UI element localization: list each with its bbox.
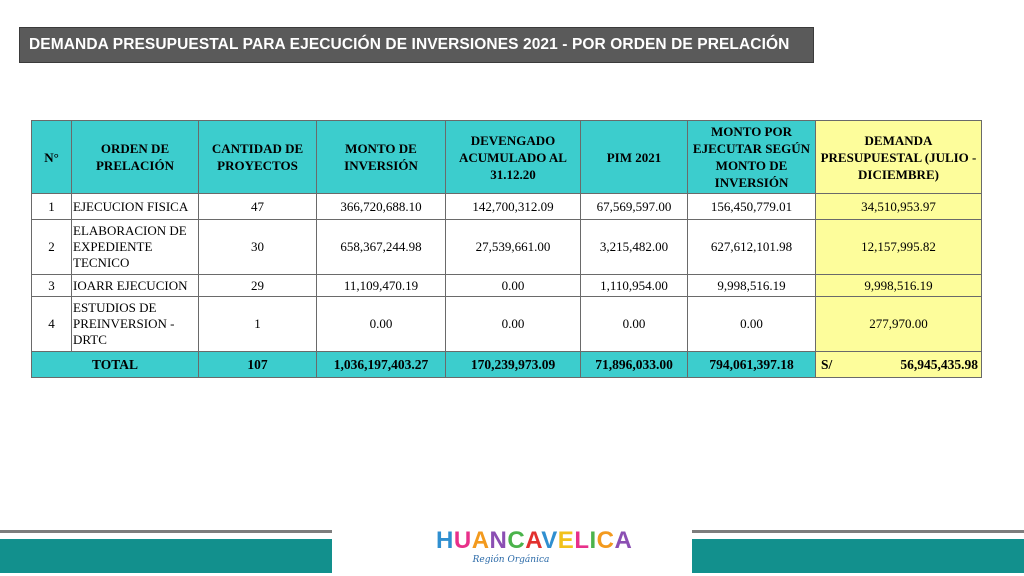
cell-devengado: 142,700,312.09	[446, 194, 581, 220]
logo-letter: H	[436, 527, 454, 554]
table-row	[32, 297, 982, 352]
total-monto-por-ejecutar: 794,061,397.18	[688, 352, 816, 378]
cell-pim: 67,569,597.00	[581, 194, 688, 220]
header-devengado: DEVENGADO ACUMULADO AL 31.12.20	[446, 121, 581, 194]
cell-demanda: 9,998,516.19	[816, 275, 982, 297]
cell-monto-inversion: 0.00	[317, 297, 446, 352]
logo-letter: C	[507, 527, 526, 554]
logo-letter: L	[574, 527, 590, 554]
header-monto-por-ejecutar: MONTO POR EJECUTAR SEGÚN MONTO DE INVERSIÓN	[688, 121, 816, 194]
cell-cantidad: 47	[199, 194, 317, 220]
cell-demanda: 12,157,995.82	[816, 220, 982, 275]
footer-divider-right	[692, 530, 1024, 533]
logo-letter: A	[525, 527, 542, 554]
total-devengado: 170,239,973.09	[446, 352, 581, 378]
header-cantidad: CANTIDAD DE PROYECTOS	[199, 121, 317, 194]
logo-letter: A	[471, 527, 490, 554]
cell-cantidad: 30	[199, 220, 317, 275]
total-monto-inversion: 1,036,197,403.27	[317, 352, 446, 378]
cell-demanda: 34,510,953.97	[816, 194, 982, 220]
cell-demanda: 277,970.00	[816, 297, 982, 352]
cell-pim: 1,110,954.00	[581, 275, 688, 297]
cell-monto-inversion: 366,720,688.10	[317, 194, 446, 220]
table-header-row	[32, 121, 982, 194]
total-row	[32, 352, 982, 378]
cell-orden: ESTUDIOS DE PREINVERSION - DRTC	[72, 297, 199, 352]
page-title: DEMANDA PRESUPUESTAL PARA EJECUCIÓN DE INVERSIONES 2021 - POR ORDEN DE PRELACIÓN	[29, 36, 790, 53]
cell-orden: IOARR EJECUCION	[72, 275, 199, 297]
logo-letter: I	[589, 527, 597, 554]
total-demanda: 56,945,435.98	[900, 356, 978, 372]
header-demanda: DEMANDA PRESUPUESTAL (JULIO - DICIEMBRE)	[816, 121, 982, 194]
cell-pim: 3,215,482.00	[581, 220, 688, 275]
total-demanda-cell	[816, 352, 982, 378]
cell-monto-inversion: 658,367,244.98	[317, 220, 446, 275]
header-number: N°	[32, 121, 72, 194]
cell-devengado: 0.00	[446, 297, 581, 352]
table-row	[32, 275, 982, 297]
cell-number: 2	[32, 220, 72, 275]
title-bar	[19, 27, 814, 63]
currency-symbol: S/	[821, 356, 833, 372]
logo-wordmark	[436, 527, 633, 554]
logo-subtitle: Región Orgánica	[472, 555, 550, 565]
cell-number: 4	[32, 297, 72, 352]
cell-orden: ELABORACION DE EXPEDIENTE TECNICO	[72, 220, 199, 275]
cell-orden: EJECUCION FISICA	[72, 194, 199, 220]
table-row	[32, 194, 982, 220]
huancavelica-logo	[436, 527, 633, 574]
cell-cantidad: 29	[199, 275, 317, 297]
header-monto-inversion: MONTO DE INVERSIÓN	[317, 121, 446, 194]
total-pim: 71,896,033.00	[581, 352, 688, 378]
cell-monto-por-ejecutar: 627,612,101.98	[688, 220, 816, 275]
cell-monto-por-ejecutar: 9,998,516.19	[688, 275, 816, 297]
footer-bar-left	[0, 539, 332, 573]
budget-table	[31, 120, 982, 378]
header-orden: ORDEN DE PRELACIÓN	[72, 121, 199, 194]
cell-number: 3	[32, 275, 72, 297]
total-label: TOTAL	[32, 352, 199, 378]
footer-divider-left	[0, 530, 332, 533]
cell-monto-inversion: 11,109,470.19	[317, 275, 446, 297]
footer-bar-right	[692, 539, 1024, 573]
logo-letter: U	[453, 527, 472, 554]
logo-letter: C	[596, 527, 615, 554]
logo-letter: E	[557, 527, 575, 554]
cell-number: 1	[32, 194, 72, 220]
cell-devengado: 0.00	[446, 275, 581, 297]
logo-letter: V	[541, 527, 558, 554]
cell-pim: 0.00	[581, 297, 688, 352]
cell-monto-por-ejecutar: 0.00	[688, 297, 816, 352]
total-cantidad: 107	[199, 352, 317, 378]
cell-devengado: 27,539,661.00	[446, 220, 581, 275]
cell-monto-por-ejecutar: 156,450,779.01	[688, 194, 816, 220]
cell-cantidad: 1	[199, 297, 317, 352]
header-pim: PIM 2021	[581, 121, 688, 194]
table-row	[32, 220, 982, 275]
logo-letter: A	[614, 527, 633, 554]
logo-letter: N	[489, 527, 508, 554]
